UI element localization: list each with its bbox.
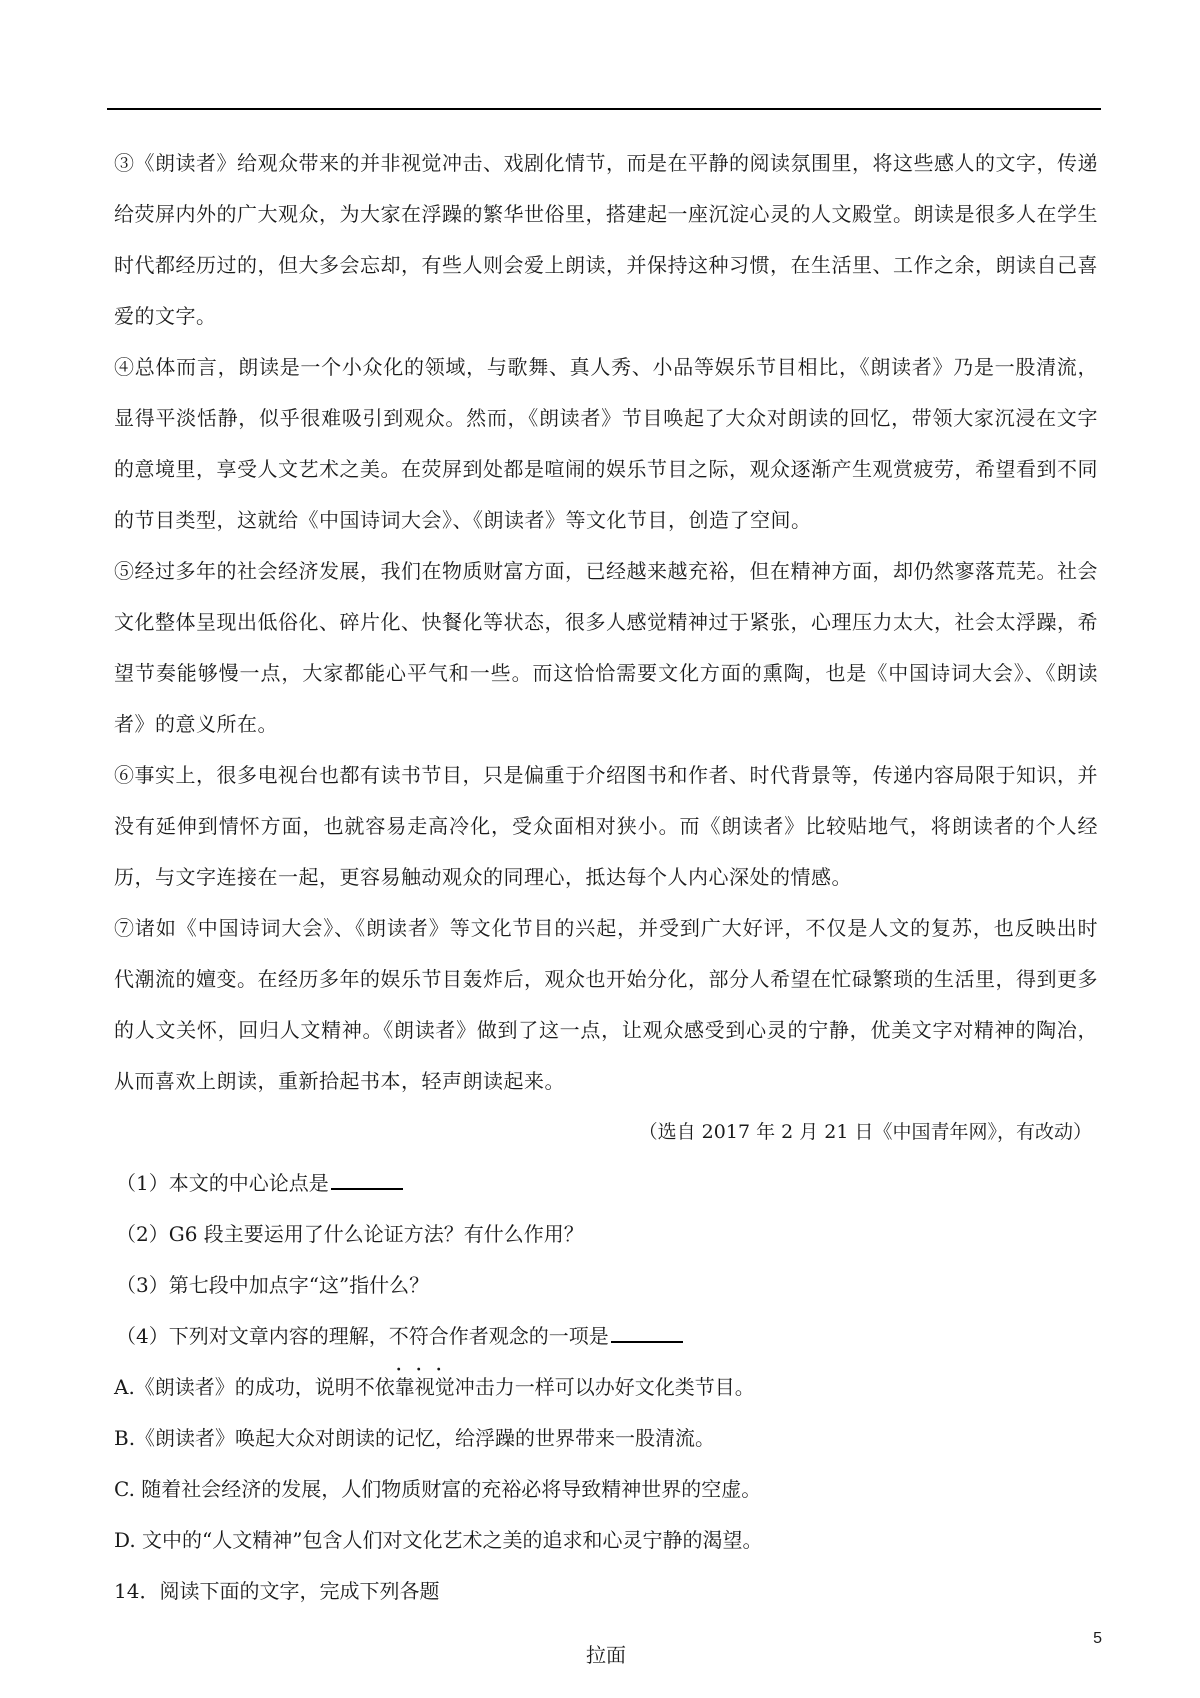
section-heading: 14．阅读下面的文字，完成下列各题 — [114, 1579, 440, 1603]
question-3: （3）第七段中加点字“这”指什么？ — [116, 1273, 430, 1297]
question-1-text: （1）本文的中心论点是 — [116, 1171, 329, 1195]
document-body — [114, 138, 1098, 1685]
question-1 — [114, 1158, 1098, 1209]
answer-blank[interactable] — [611, 1321, 683, 1343]
paragraph-5: ⑤经过多年的社会经济发展，我们在物质财富方面，已经越来越充裕，但在精神方面，却仍然寥落荒芜。社会文化整体呈现出低俗化、碎片化、快餐化等状态，很多人感觉精神过于紧张，心理压力太大，社会太浮躁，希望节奏能够慢一点，大家都能心平气和一些。而这恰恰需要文化方面的熏陶，也是《中国诗词大会》、《朗读者》的意义所在。 — [114, 559, 1098, 736]
option-c: C. 随着社会经济的发展，人们物质财富的充裕必将导致精神世界的空虚。 — [114, 1477, 762, 1501]
paragraph-4: ④总体而言，朗读是一个小众化的领域，与歌舞、真人秀、小品等娱乐节目相比，《朗读者》乃是一股清流，显得平淡恬静，似乎很难吸引到观众。然而，《朗读者》节目唤起了大众对朗读的回忆，带领大家沉浸在文字的意境里，享受人文艺术之美。在荧屏到处都是喧闹的娱乐节目之际，观众逐渐产生观赏疲劳，希望看到不同的节目类型，这就给《中国诗词大会》、《朗读者》等文化节目，创造了空间。 — [114, 355, 1098, 532]
paragraph-6: ⑥事实上，很多电视台也都有读书节目，只是偏重于介绍图书和作者、时代背景等，传递内容局限于知识，并没有延伸到情怀方面，也就容易走高冷化，受众面相对狭小。而《朗读者》比较贴地气，将朗读者的个人经历，与文字连接在一起，更容易触动观众的同理心，抵达每个人内心深处的情感。 — [114, 763, 1098, 889]
option-a: A.《朗读者》的成功，说明不依靠视觉冲击力一样可以办好文化类节目。 — [114, 1375, 755, 1399]
question-2: （2）G6 段主要运用了什么论证方法？有什么作用？ — [116, 1222, 584, 1246]
question-4-text-before: （4）下列对文章内容的理解， — [116, 1324, 389, 1348]
question-4 — [114, 1311, 1098, 1362]
option-b: B.《朗读者》唤起大众对朗读的记忆，给浮躁的世界带来一股清流。 — [114, 1426, 716, 1450]
dotted-char: 合 — [428, 1324, 449, 1348]
dotted-char: 不 — [388, 1324, 409, 1348]
paragraph-7: ⑦诸如《中国诗词大会》、《朗读者》等文化节目的兴起，并受到广大好评，不仅是人文的复苏，也反映出时代潮流的嬗变。在经历多年的娱乐节目轰炸后，观众也开始分化，部分人希望在忙碌繁琐的生活里，得到更多的人文关怀，回归人文精神。《朗读者》做到了这一点，让观众感受到心灵的宁静，优美文字对精神的陶冶，从而喜欢上朗读，重新拾起书本，轻声朗读起来。 — [114, 916, 1098, 1093]
question-4-text-after: 作者观念的一项是 — [448, 1324, 609, 1348]
paragraph-3: ③《朗读者》给观众带来的并非视觉冲击、戏剧化情节，而是在平静的阅读氛围里，将这些感人的文字，传递给荧屏内外的广大观众，为大家在浮躁的繁华世俗里，搭建起一座沉淀心灵的人文殿堂。朗读是很多人在学生时代都经历过的，但大多会忘却，有些人则会爱上朗读，并保持这种习惯，在生活里、工作之余，朗读自己喜爱的文字。 — [114, 151, 1098, 328]
story-title: 拉面 — [586, 1643, 626, 1667]
answer-blank[interactable] — [331, 1168, 403, 1190]
page-number: 5 — [1093, 1630, 1102, 1647]
option-d: D. 文中的“人文精神”包含人们对文化艺术之美的追求和心灵宁静的渴望。 — [114, 1528, 763, 1552]
header-rule — [107, 108, 1101, 110]
source-citation: （选自 2017 年 2 月 21 日《中国青年网》，有改动） — [638, 1121, 1092, 1143]
dotted-char: 符 — [408, 1324, 429, 1348]
